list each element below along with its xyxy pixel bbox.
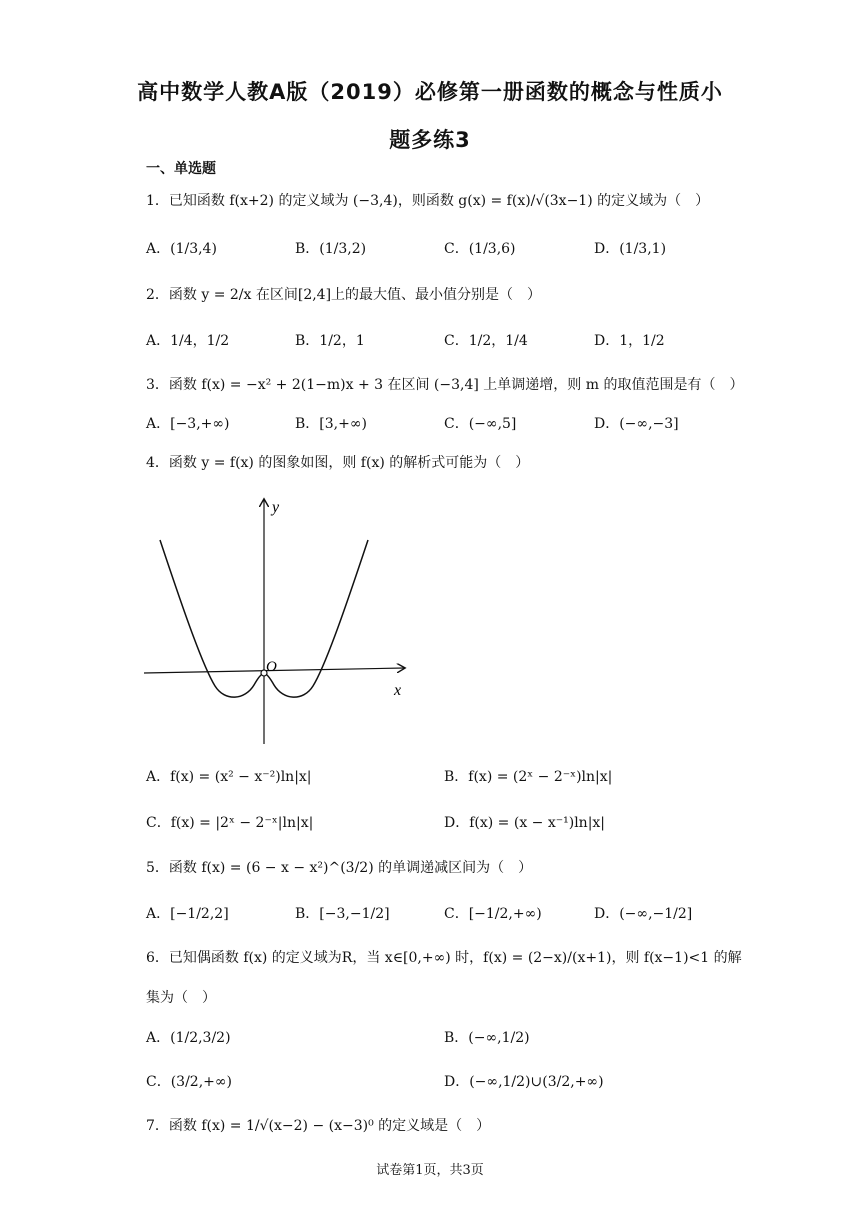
q3-option-b: B．[3,+∞) bbox=[295, 416, 367, 432]
q2-option-a: A．1/4，1/2 bbox=[146, 333, 230, 349]
q4-option-d: D．f(x) = (x − x⁻¹)ln|x| bbox=[444, 815, 606, 831]
q2-option-c: C．1/2，1/4 bbox=[444, 333, 528, 349]
q1-option-d: D．(1/3,1) bbox=[594, 241, 667, 257]
q5-option-c: C．[−1/2,+∞) bbox=[444, 906, 542, 922]
q6-option-b: B．(−∞,1/2) bbox=[444, 1030, 530, 1046]
q2-option-d: D．1，1/2 bbox=[594, 333, 665, 349]
page-footer: 试卷第1页，共3页 bbox=[376, 1163, 484, 1178]
question-1-stem: 1．已知函数 f(x+2) 的定义域为 (−3,4)，则函数 g(x) = f(x)/√(3x−1) 的定义域为（ ） bbox=[146, 193, 710, 209]
q6-option-c: C．(3/2,+∞) bbox=[146, 1074, 233, 1090]
q4-option-c: C．f(x) = |2ˣ − 2⁻ˣ|ln|x| bbox=[146, 815, 314, 831]
question-4-stem: 4．函数 y = f(x) 的图象如图，则 f(x) 的解析式可能为（ ） bbox=[146, 455, 530, 471]
q5-option-a: A．[−1/2,2] bbox=[146, 906, 229, 922]
q3-option-a: A．[−3,+∞) bbox=[146, 416, 230, 432]
curve-right-branch bbox=[265, 540, 368, 697]
q4-option-a: A．f(x) = (x² − x⁻²)ln|x| bbox=[146, 769, 312, 785]
y-axis-label: y bbox=[272, 499, 280, 516]
q6-option-d: D．(−∞,1/2)∪(3/2,+∞) bbox=[444, 1074, 604, 1090]
q1-option-a: A．(1/3,4) bbox=[146, 241, 217, 257]
question-6-stem-continued: 集为（ ） bbox=[146, 990, 216, 1006]
q1-option-c: C．(1/3,6) bbox=[444, 241, 516, 257]
page-title-line1: 高中数学人教A版（2019）必修第一册函数的概念与性质小 bbox=[137, 80, 723, 104]
question-3-stem: 3．函数 f(x) = −x² + 2(1−m)x + 3 在区间 (−3,4] 上单调递增，则 m 的取值范围是有（ ） bbox=[146, 377, 744, 393]
q6-option-a: A．(1/2,3/2) bbox=[146, 1030, 231, 1046]
question-2-stem: 2．函数 y = 2/x 在区间[2,4]上的最大值、最小值分别是（ ） bbox=[146, 287, 542, 303]
curve-left-branch bbox=[160, 540, 263, 697]
function-graph bbox=[140, 490, 420, 750]
question-5-stem: 5．函数 f(x) = (6 − x − x²)^(3/2) 的单调递减区间为（ ） bbox=[146, 860, 533, 876]
q3-option-d: D．(−∞,−3] bbox=[594, 416, 679, 432]
origin-label: O bbox=[266, 659, 277, 675]
q5-option-b: B．[−3,−1/2] bbox=[295, 906, 390, 922]
q1-option-b: B．(1/3,2) bbox=[295, 241, 367, 257]
question-6-stem: 6．已知偶函数 f(x) 的定义域为R，当 x∈[0,+∞) 时，f(x) = (2−x)/(x+1)，则 f(x−1)<1 的解 bbox=[146, 950, 742, 966]
q2-option-b: B．1/2，1 bbox=[295, 333, 365, 349]
question-7-stem: 7．函数 f(x) = 1/√(x−2) − (x−3)⁰ 的定义域是（ ） bbox=[146, 1118, 491, 1134]
q3-option-c: C．(−∞,5] bbox=[444, 416, 517, 432]
x-axis-label: x bbox=[394, 682, 402, 699]
section-heading: 一、单选题 bbox=[146, 161, 216, 177]
q5-option-d: D．(−∞,−1/2] bbox=[594, 906, 693, 922]
q4-option-b: B．f(x) = (2ˣ − 2⁻ˣ)ln|x| bbox=[444, 769, 613, 785]
page-title-line2: 题多练3 bbox=[389, 128, 471, 152]
